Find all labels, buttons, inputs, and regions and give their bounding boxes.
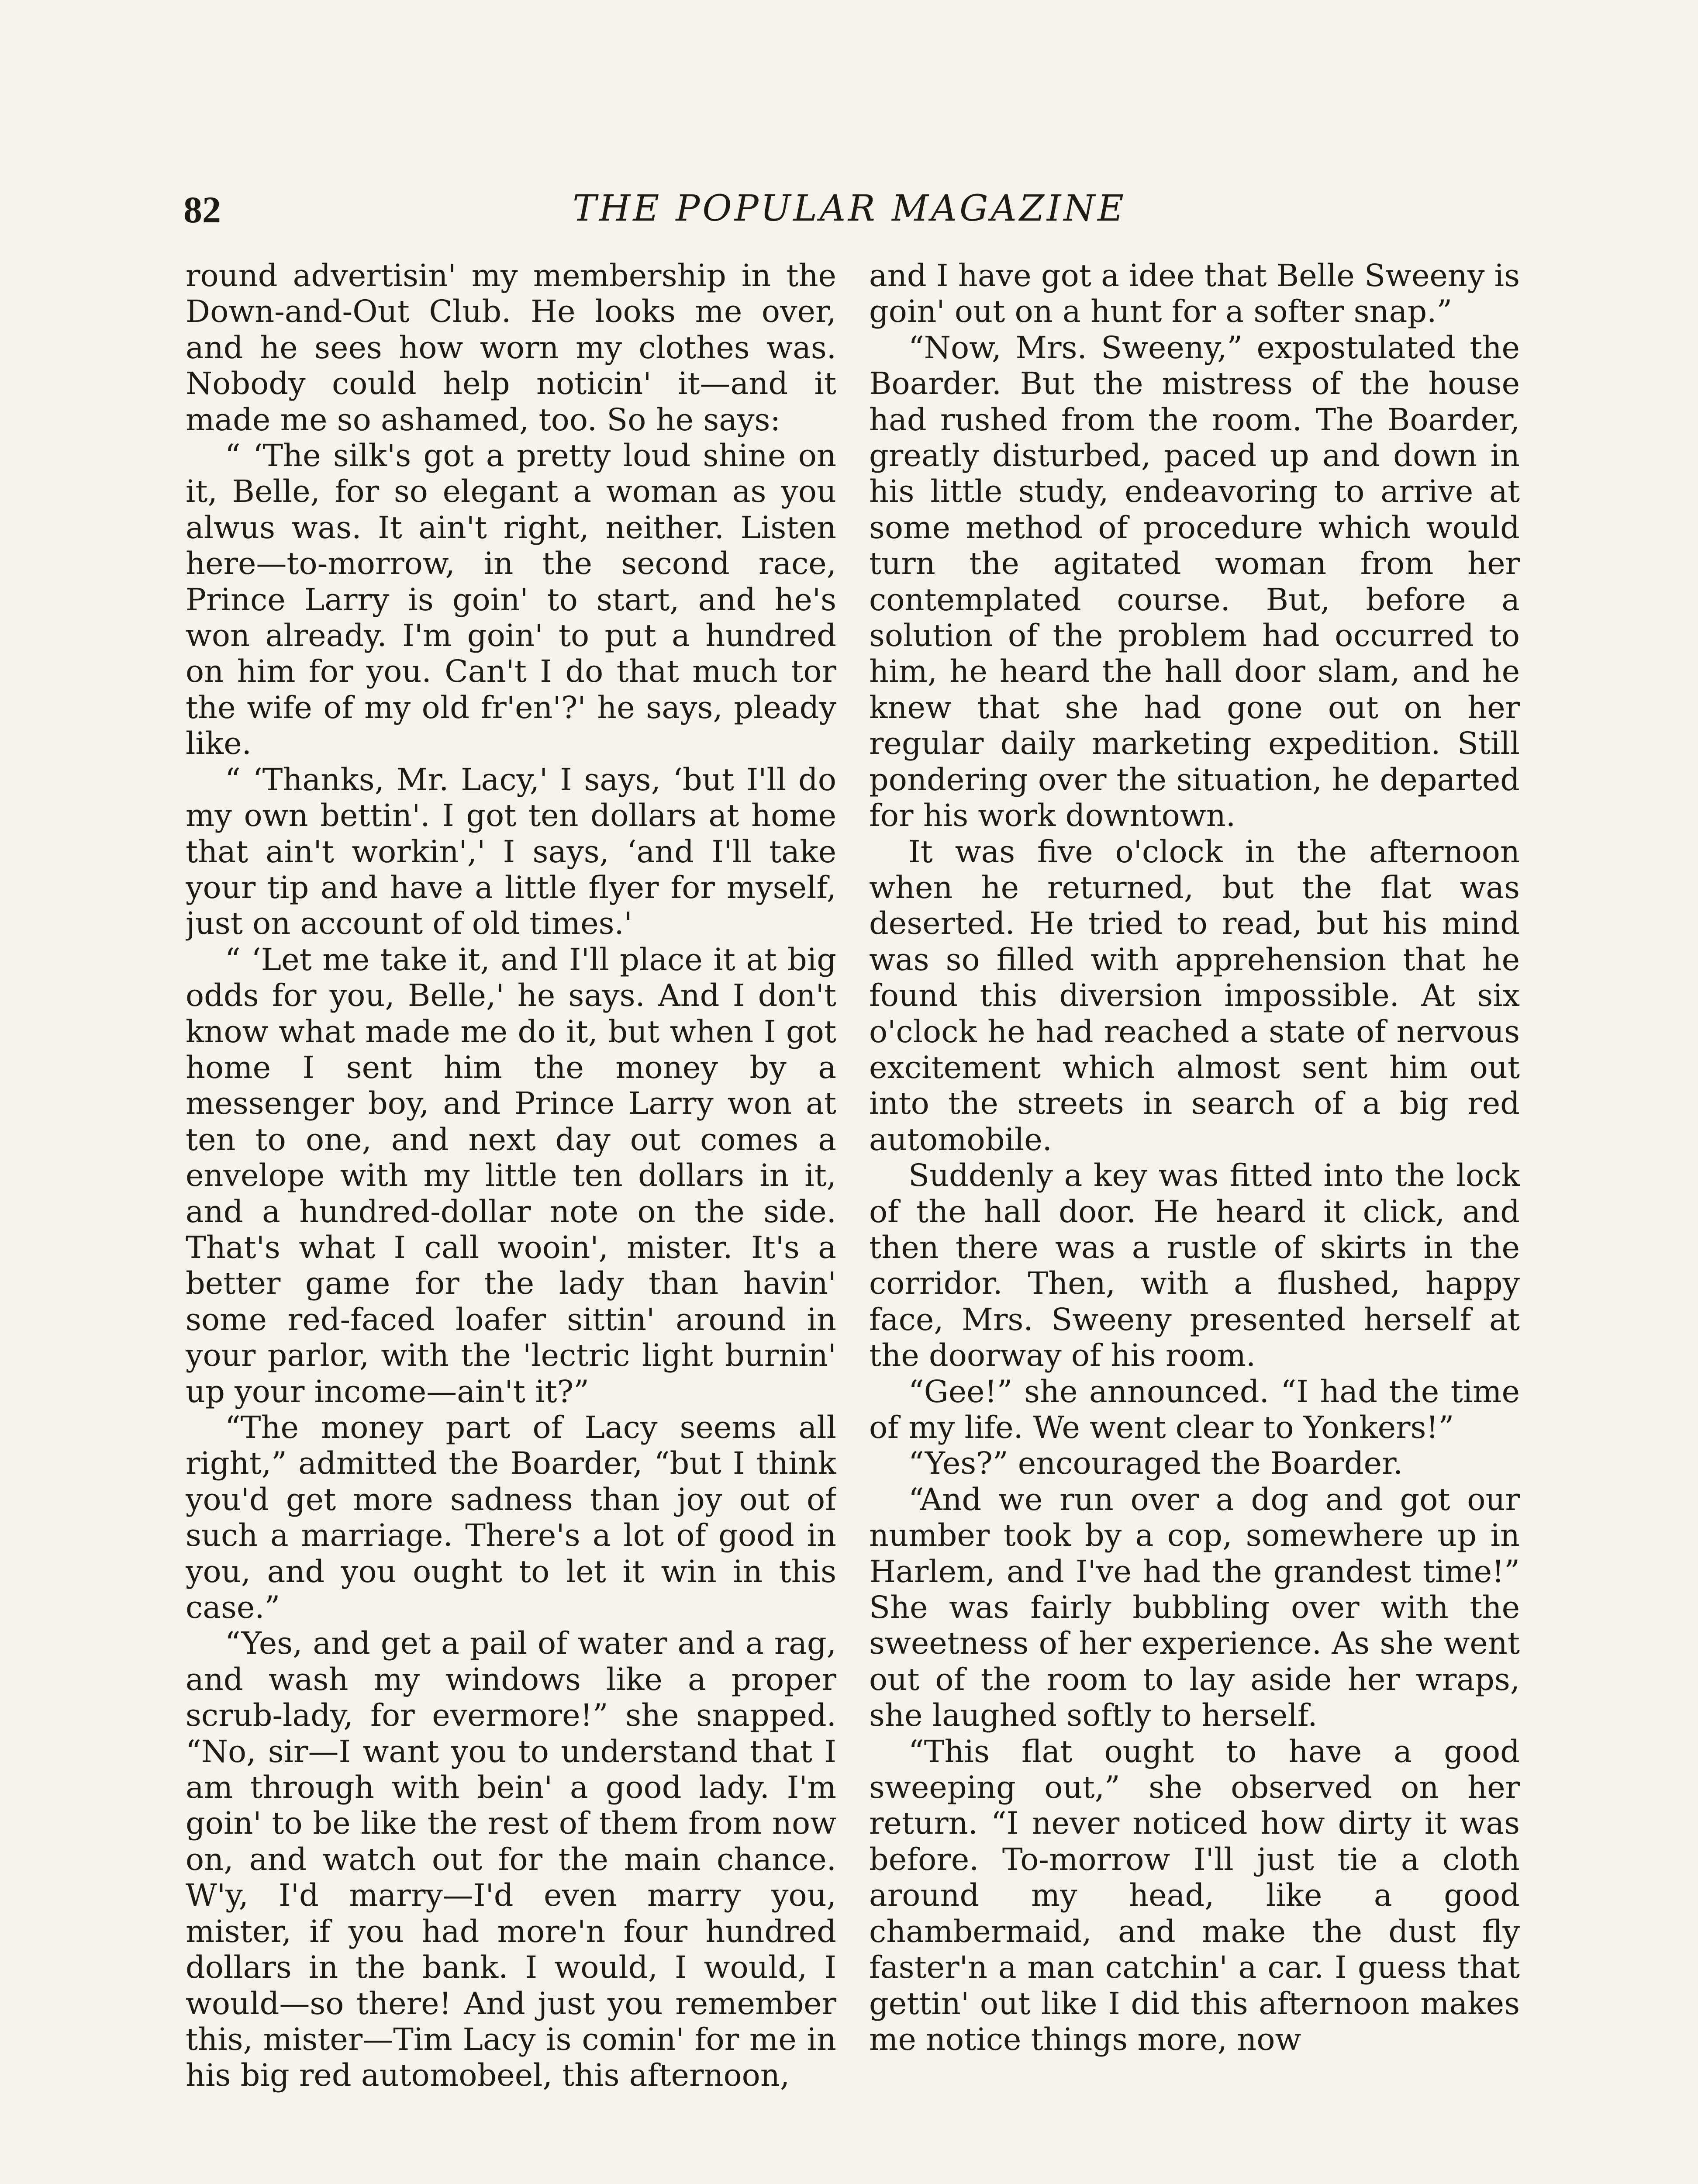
left-column — [186, 258, 836, 2184]
paragraph: “ ‘The silk's got a pretty loud shine on it, Belle, for so elegant a woman as you alwus was. It ain't right, neither. Listen here—to-morrow, in the second race, Prince Larry is goin' to start, and he's won already. I'm goin' to put a hundred on him for you. Can't I do that much tor the wife of my old fr'en'?' he says, pleady like. — [186, 438, 836, 762]
paragraph: It was five o'clock in the afternoon when he returned, but the flat was deserted. He tried to read, but his mind was so filled with apprehension that he found this diversion impossible. At six o'clock he had reached a state of nervous excitement which almost sent him out into the streets in search of a big red automobile. — [869, 833, 1520, 1158]
paragraph: round advertisin' my membership in the Down-and-Out Club. He looks me over, and he sees how worn my clothes was. Nobody could help noticin' it—and it made me so ashamed, too. So he says: — [186, 258, 836, 438]
paragraph: “This flat ought to have a good sweeping out,” she observed on her return. “I never noticed how dirty it was before. To-morrow I'll just tie a cloth around my head, like a good chambermaid, and make the dust fly faster'n a man catchin' a car. I guess that gettin' out like I did this afternoon makes me notice things more, now — [869, 1733, 1520, 2057]
paragraph: “Yes?” encouraged the Boarder. — [908, 1445, 1403, 1482]
paragraph: and I have got a idee that Belle Sweeny is goin' out on a hunt for a softer snap.” — [869, 258, 1520, 330]
paragraph: “ ‘Thanks, Mr. Lacy,' I says, ‘but I'll do my own bettin'. I got ten dollars at home that ain't workin',' I says, ‘and I'll take your tip and have a little flyer for myself, just on account of old times.' — [186, 761, 836, 942]
right-column — [869, 258, 1520, 2184]
paragraph: “ ‘Let me take it, and I'll place it at big odds for you, Belle,' he says. And I don't know what made me do it, but when I got home I sent him the money by a messenger boy, and Prince Larry won at ten to one, and next day out comes a envelope with my little ten dollars in it, and a hundred-dollar note on the side. That's what I call wooin', mister. It's a better game for the lady than havin' some red-faced loafer sittin' around in your parlor, with the 'lectric light burnin' up your income—ain't it?” — [186, 941, 836, 1410]
paragraph: Suddenly a key was fitted into the lock of the hall door. He heard it click, and then there was a rustle of skirts in the corridor. Then, with a flushed, happy face, Mrs. Sweeny presented herself at the doorway of his room. — [869, 1158, 1520, 1374]
paragraph: “Yes, and get a pail of water and a rag, and wash my windows like a proper scrub-lady, for evermore!” she snapped. “No, sir—I want you to understand that I am through with bein' a good lady. I'm goin' to be like the rest of them from now on, and watch out for the main chance. W'y, I'd marry—I'd even marry you, mister, if you had more'n four hundred dollars in the bank. I would, I would, I would—so there! And just you remember this, mister—Tim Lacy is comin' for me in his big red automobeel, this afternoon, — [186, 1625, 836, 2094]
paragraph: “And we run over a dog and got our number took by a cop, somewhere up in Harlem, and I've had the grandest time!” She was fairly bubbling over with the sweetness of her experience. As she went out of the room to lay aside her wraps, she laughed softly to herself. — [869, 1481, 1520, 1734]
paragraph: “The money part of Lacy seems all right,” admitted the Boarder, “but I think you'd get more sadness than joy out of such a marriage. There's a lot of good in you, and you ought to let it win in this case.” — [186, 1410, 836, 1626]
paragraph: “Gee!” she announced. “I had the time of my life. We went clear to Yonkers!” — [869, 1373, 1520, 1445]
page-header — [183, 188, 1515, 240]
paragraph: “Now, Mrs. Sweeny,” expostulated the Boarder. But the mistress of the house had rushed from the room. The Boarder, greatly disturbed, paced up and down in his little study, endeavoring to arrive at some method of procedure which would turn the agitated woman from her contemplated course. But, before a solution of the problem had occurred to him, he heard the hall door slam, and he knew that she had gone out on her regular daily marketing expedition. Still pondering over the situation, he departed for his work downtown. — [869, 329, 1520, 834]
running-head: THE POPULAR MAGAZINE — [573, 188, 1126, 229]
page-number: 82 — [183, 189, 221, 231]
